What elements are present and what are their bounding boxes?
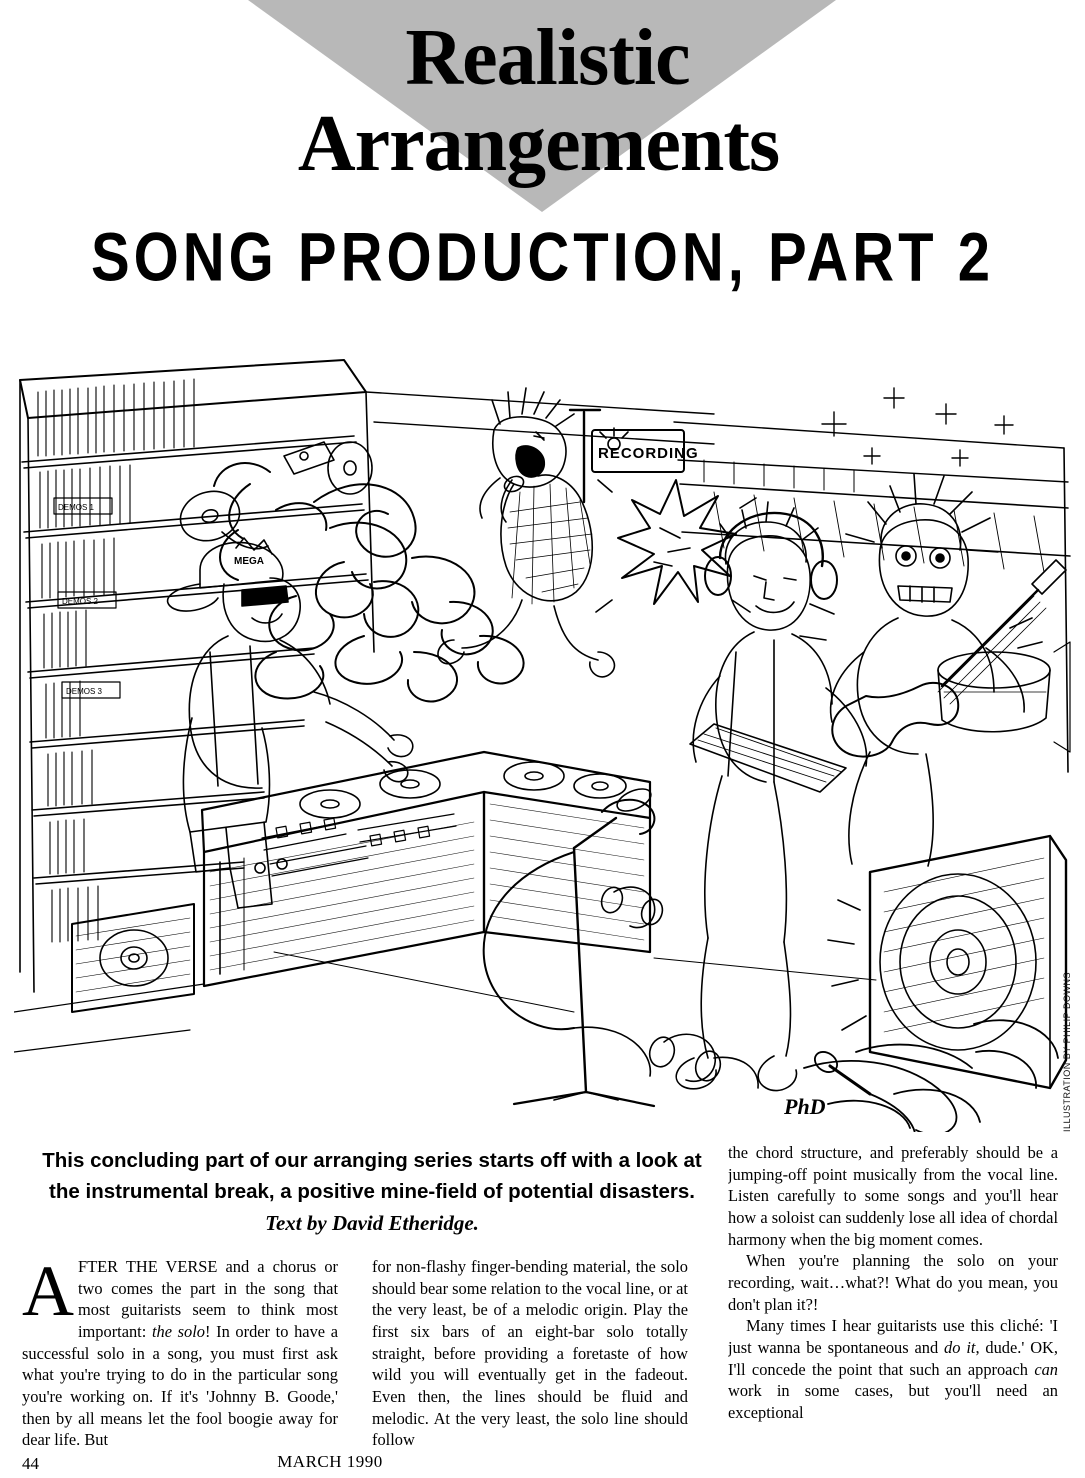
standfirst-text: This concluding part of our arranging series starts off with a look at the instrumental break, a positive mine-field of potential disasters. xyxy=(42,1149,702,1203)
recording-sign-label: RECORDING xyxy=(598,445,699,462)
body-column-1 xyxy=(22,1256,338,1456)
emphasis-text: do it xyxy=(944,1337,976,1357)
body-paragraph: When you're planning the solo on your recording, wait…what?! What do you mean, you don't plan it?! xyxy=(728,1251,1058,1314)
illustrator-signature: PhD xyxy=(784,1094,826,1119)
shelf-label-2: DEMOS 2 xyxy=(62,597,99,606)
body-column-3 xyxy=(728,1142,1058,1458)
body-text-cont: , dude.' OK, I'll concede the point that such an approach xyxy=(728,1337,1058,1379)
issue-date: MARCH 1990 xyxy=(277,1452,383,1471)
body-text: and a chorus or two comes the part in the song that most guitarists seem to think most important: xyxy=(78,1257,338,1341)
body-text-cont: ! In order to have a successful solo in a song, you must first ask what you're trying to do in the particular song you're working on. If it's 'Johnny B. Goode,' then by all means let the fool boogie away for dear life. But xyxy=(22,1321,338,1450)
body-text: Many times I hear guitarists use this cliché: 'I just wanna be spontaneous and xyxy=(728,1316,1058,1357)
body-text-end: work in some cases, but you'll need an exceptional xyxy=(728,1381,1058,1422)
lead-in-text: FTER THE VERSE xyxy=(78,1257,218,1276)
dropcap: A xyxy=(22,1256,74,1331)
article-standfirst xyxy=(36,1146,708,1239)
shelf-label-3: DEMOS 3 xyxy=(66,687,103,696)
illustration-credit: ILLUSTRATION BY PHILIP DOWNS xyxy=(1062,971,1072,1132)
cap-label: MEGA xyxy=(234,556,264,567)
article-illustration xyxy=(14,352,1074,1132)
body-paragraph: for non-flashy finger-bending material, the solo should bear some relation to the vocal line, or at the very least, be of a melodic origin. Play the first six bars of an eight-bar solo totally straight, before providing a foretaste of how wild you will eventually get in the fadeout. Even then, the lines should be fluid and melodic. At the very least, the solo line should follow xyxy=(372,1257,688,1450)
body-column-2 xyxy=(372,1256,688,1456)
article-subtitle: SONG PRODUCTION, PART 2 xyxy=(91,219,994,296)
emphasis-text-2: can xyxy=(1034,1359,1058,1379)
article-title-line-2: Arrangements xyxy=(297,100,780,188)
article-byline: Text by David Etheridge. xyxy=(265,1210,479,1235)
body-paragraph: the chord structure, and preferably should be a jumping-off point musically from the vocal line. Listen carefully to some songs and you'll hear how a soloist can suddenly lose all idea of chordal harmony when the big moment comes. xyxy=(728,1143,1058,1249)
article-title-line-1: Realistic xyxy=(405,14,690,102)
body-paragraph xyxy=(728,1315,1058,1423)
emphasis-text: the solo xyxy=(151,1321,205,1341)
masthead xyxy=(0,0,1085,320)
page-number: 44 xyxy=(22,1454,39,1473)
shelf-label-1: DEMOS 1 xyxy=(58,503,95,512)
